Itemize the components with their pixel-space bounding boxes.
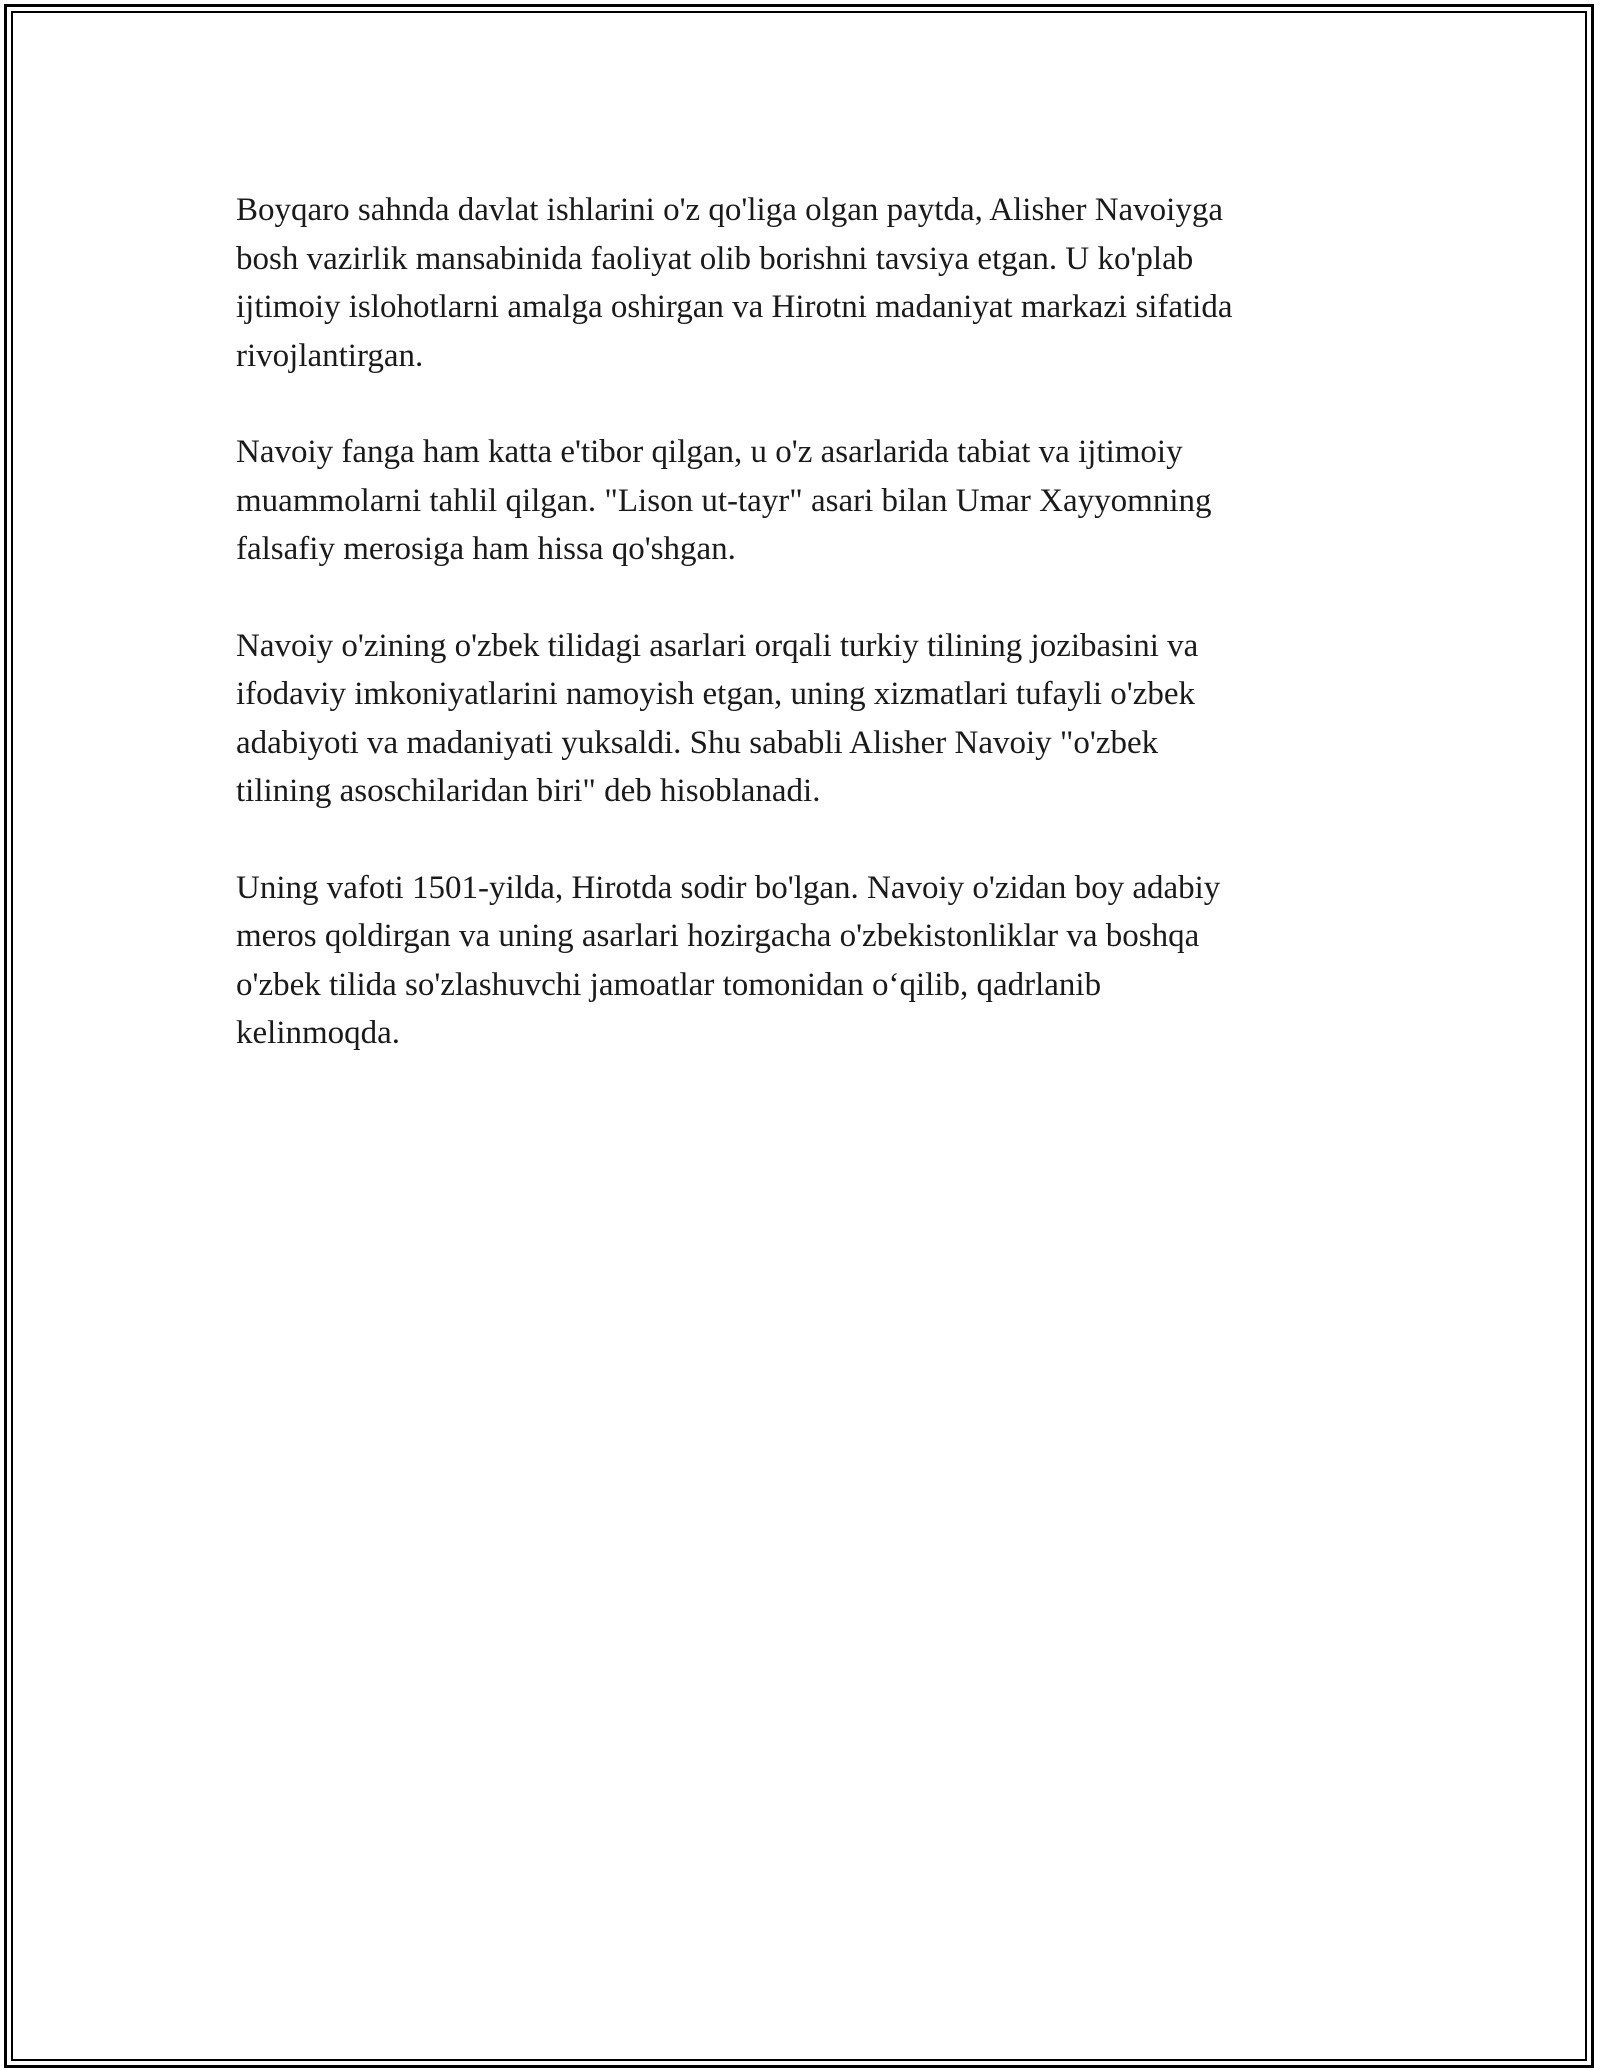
paragraph-3 [236, 622, 1366, 816]
text-line: meros qoldirgan va uning asarlari hozirgacha o'zbekistonliklar va boshqa [236, 918, 1200, 954]
text-line: tilining asoschilaridan biri" deb hisoblanadi. [236, 773, 821, 809]
document-body [236, 186, 1366, 1106]
text-line: Uning vafoti 1501-yilda, Hirotda sodir bo'lgan. Navoiy o'zidan boy adabiy [236, 869, 1221, 906]
text-line: muammolarni tahlil qilgan. "Lison ut-tayr" asari bilan Umar Xayyomning [236, 482, 1212, 519]
text-line: o'zbek tilida so'zlashuvchi jamoatlar tomonidan o‘qilib, qadrlanib [236, 966, 1102, 1003]
text-line: Navoiy o'zining o'zbek tilidagi asarlari orqali turkiy tilining jozibasini va [236, 627, 1199, 664]
text-line: ijtimoiy islohotlarni amalga oshirgan va Hirotni madaniyat markazi sifatida [236, 289, 1233, 325]
text-line: rivojlantirgan. [236, 337, 424, 374]
text-line: falsafiy merosiga ham hissa qo'shgan. [236, 531, 736, 567]
paragraph-4 [236, 864, 1366, 1058]
paragraph-1 [236, 186, 1366, 380]
text-line: Boyqaro sahnda davlat ishlarini o'z qo'liga olgan paytda, Alisher Navoiyga [236, 192, 1223, 228]
paragraph-2 [236, 428, 1366, 574]
text-line: Navoiy fanga ham katta e'tibor qilgan, u o'z asarlarida tabiat va ijtimoiy [236, 434, 1183, 470]
text-line: ifodaviy imkoniyatlarini namoyish etgan, uning xizmatlari tufayli o'zbek [236, 676, 1196, 712]
text-line: kelinmoqda. [236, 1015, 401, 1051]
text-line: adabiyoti va madaniyati yuksaldi. Shu sababli Alisher Navoiy "o'zbek [236, 724, 1159, 761]
text-line: bosh vazirlik mansabinida faoliyat olib borishni tavsiya etgan. U ko'plab [236, 240, 1194, 277]
